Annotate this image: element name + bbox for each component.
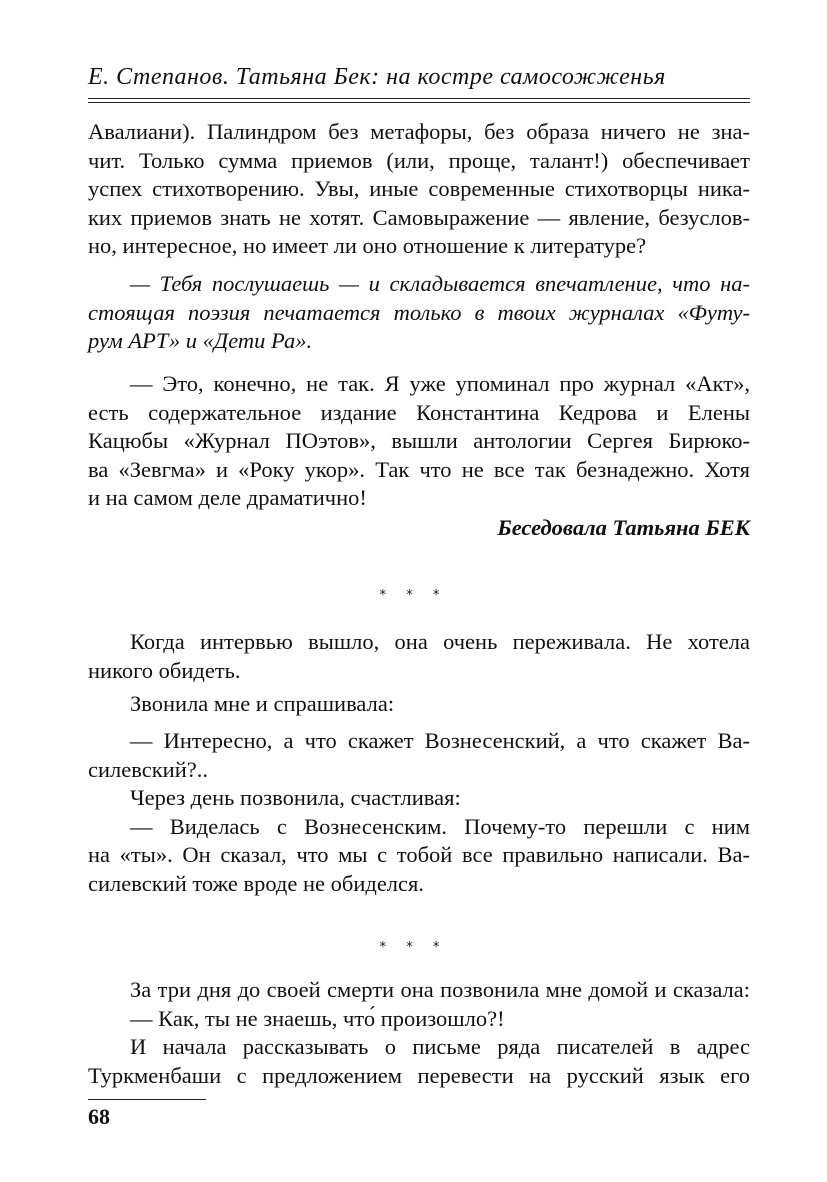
text-line: силевский тоже вроде не обиделся. (88, 870, 424, 896)
text-line: но, интересное, но имеет ли оно отношение к литературе? (88, 233, 647, 258)
page-number: 68 (88, 1104, 110, 1129)
paragraph-dialogue (88, 727, 750, 898)
text-line: и на самом деле драматично! (88, 485, 367, 510)
text-line: Когда интервью вышло, она очень переживала. Не хотела (130, 629, 750, 654)
text-line: рум АРТ» и «Дети Ра». (88, 328, 313, 353)
running-head: Е. Степанов. Татьяна Бек: на костре самосожженья (88, 64, 666, 90)
text-line: силевский?.. (88, 756, 208, 782)
section-separator: * * * (379, 940, 448, 955)
header-rule-bottom (88, 102, 750, 103)
text-line: Туркменбаши с предложением перевести на русский язык его (88, 1062, 750, 1088)
text-line: никого обидеть. (88, 657, 241, 683)
text-line: Кацюбы «Журнал ПОэтов», вышли антологии Сергея Бирюко- (88, 428, 750, 453)
text-line: — Это, конечно, не так. Я уже упоминал про журнал «Акт», (130, 371, 750, 396)
text-line: — Интересно, а что скажет Вознесенский, а что скажет Ва- (130, 728, 750, 753)
section-separator: * * * (379, 588, 448, 603)
text-line: на «ты». Он сказал, что мы с тобой все правильно написали. Ва- (88, 842, 750, 867)
header-rule-top (88, 98, 750, 99)
interview-signature: Беседовала Татьяна БЕК (497, 515, 750, 540)
text-line: И начала рассказывать о письме ряда писателей в адрес (130, 1034, 750, 1059)
paragraph-question (88, 270, 750, 356)
text-line: успех стихотворению. Увы, иные современные стихотворцы ника- (88, 176, 750, 201)
text-line: — Тебя послушаешь — и складывается впечатление, что на- (130, 271, 750, 296)
footer-rule (88, 1099, 206, 1100)
text-line: есть содержательное издание Константина Кедрова и Елены (88, 399, 750, 425)
text-line: — Как, ты не знаешь, что́ произошло?! (130, 1005, 505, 1031)
text-line: чит. Только сумма приемов (или, проще, талант!) обеспечивает (88, 147, 750, 173)
text-line: — Виделась с Вознесенским. Почему-то перешли с ним (130, 813, 750, 839)
text-line: Авалиани). Палиндром без метафоры, без образа ничего не зна- (88, 119, 750, 144)
text-line: стоящая поэзия печатается только в твоих журналах «Футу- (88, 299, 750, 325)
text-line: ких приемов знать не хотят. Самовыражение — явление, безуслов- (88, 204, 750, 230)
paragraph-three-days (88, 976, 750, 1090)
text-line: ва «Зевгма» и «Року укор». Так что не все так безнадежно. Хотя (88, 456, 750, 482)
paragraph-answer (88, 370, 750, 513)
text-line: За три дня до своей смерти она позвонила мне домой и сказала: (130, 977, 750, 1002)
paragraph-called (88, 690, 750, 719)
text-line: Звонила мне и спрашивала: (130, 691, 395, 716)
text-line: Через день позвонила, счастливая: (130, 785, 461, 810)
paragraph-palindrome (88, 118, 750, 261)
paragraph-published (88, 628, 750, 685)
